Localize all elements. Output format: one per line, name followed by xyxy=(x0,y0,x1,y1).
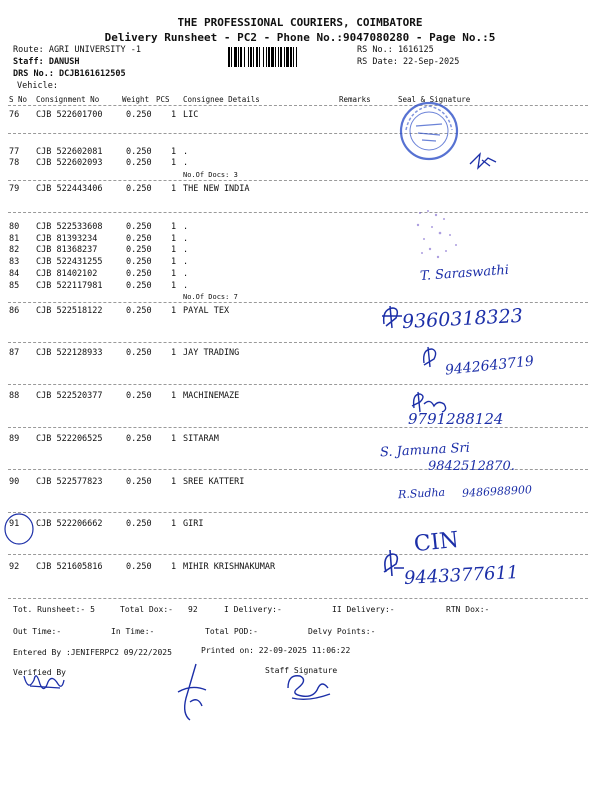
cell-consignee: . xyxy=(183,147,189,157)
cell-sno: 81 xyxy=(9,234,20,244)
total-dox-label: Total Dox:- xyxy=(120,605,173,614)
out-time: Out Time:- xyxy=(13,627,62,636)
cell-sno: 77 xyxy=(9,147,20,157)
first-delivery: I Delivery:- xyxy=(224,605,282,614)
cell-weight: 0.250 xyxy=(126,434,152,444)
row-separator xyxy=(8,180,588,181)
cell-consignment-no: CJB 522533608 xyxy=(36,222,103,232)
cell-consignment-no: CJB 522431255 xyxy=(36,257,103,267)
recipient-signature: S. Jamuna Sri xyxy=(379,440,471,461)
cell-sno: 80 xyxy=(9,222,20,232)
cell-weight: 0.250 xyxy=(126,234,152,244)
cell-pcs: 1 xyxy=(171,158,177,168)
staff-signature-label: Staff Signature xyxy=(265,666,338,675)
signature-mark xyxy=(176,662,210,724)
cell-consignee: . xyxy=(183,269,189,279)
cell-consignment-no: CJB 522206525 xyxy=(36,434,103,444)
cell-consignment-no: CJB 522577823 xyxy=(36,477,103,487)
return-dox: RTN Dox:- xyxy=(446,605,490,614)
header-rule xyxy=(8,105,588,106)
in-time: In Time:- xyxy=(111,627,155,636)
row-separator xyxy=(8,554,588,555)
cell-consignee: . xyxy=(183,222,189,232)
cell-weight: 0.250 xyxy=(126,222,152,232)
cell-weight: 0.250 xyxy=(126,519,152,529)
cell-weight: 0.250 xyxy=(126,184,152,194)
cell-sno: 78 xyxy=(9,158,20,168)
barcode-bar xyxy=(297,47,298,67)
cell-weight: 0.250 xyxy=(126,391,152,401)
cell-pcs: 1 xyxy=(171,348,177,358)
row-separator xyxy=(8,342,588,343)
cell-weight: 0.250 xyxy=(126,348,152,358)
cell-consignee: PAYAL TEX xyxy=(183,306,230,316)
staff-label: Staff: DANUSH xyxy=(13,57,80,67)
cell-consignee: . xyxy=(183,234,189,244)
recipient-phone: 9842512870. xyxy=(428,459,515,474)
company-round-stamp xyxy=(398,100,460,162)
cell-consignee: . xyxy=(183,281,189,291)
cell-weight: 0.250 xyxy=(126,110,152,120)
cell-consignee: GIRI xyxy=(183,519,204,529)
cell-pcs: 1 xyxy=(171,222,177,232)
cell-sno: 90 xyxy=(9,477,20,487)
cell-pcs: 1 xyxy=(171,434,177,444)
cell-consignee: LIC xyxy=(183,110,199,120)
signature-mark xyxy=(420,345,442,369)
cell-consignee: . xyxy=(183,257,189,267)
cell-sno: 91 xyxy=(9,519,20,529)
cell-consignment-no: CJB 522206662 xyxy=(36,519,103,529)
cell-pcs: 1 xyxy=(171,306,177,316)
cell-consignee: SITARAM xyxy=(183,434,219,444)
cell-pcs: 1 xyxy=(171,519,177,529)
cell-consignment-no: CJB 522602093 xyxy=(36,158,103,168)
cell-pcs: 1 xyxy=(171,257,177,267)
cell-weight: 0.250 xyxy=(126,147,152,157)
row-separator xyxy=(8,512,588,513)
row-separator xyxy=(8,384,588,385)
cell-weight: 0.250 xyxy=(126,281,152,291)
cell-sno: 82 xyxy=(9,245,20,255)
cell-pcs: 1 xyxy=(171,110,177,120)
cell-consignee: . xyxy=(183,158,189,168)
cell-pcs: 1 xyxy=(171,477,177,487)
cell-weight: 0.250 xyxy=(126,306,152,316)
cell-consignee: MACHINEMAZE xyxy=(183,391,240,401)
docs-count-note: No.Of Docs: 7 xyxy=(183,293,238,301)
cell-pcs: 1 xyxy=(171,281,177,291)
recipient-signature: R.Sudha xyxy=(397,485,446,502)
cell-pcs: 1 xyxy=(171,562,177,572)
staff-signature xyxy=(282,670,334,704)
cell-pcs: 1 xyxy=(171,184,177,194)
cell-consignment-no: CJB 522117981 xyxy=(36,281,103,291)
second-delivery: II Delivery:- xyxy=(332,605,395,614)
route-label: Route: AGRI UNIVERSITY -1 xyxy=(13,45,141,55)
faint-stamp-dots xyxy=(410,205,470,263)
total-dox-value: 92 xyxy=(188,605,198,614)
company-name: THE PROFESSIONAL COURIERS, COIMBATORE xyxy=(177,16,423,29)
cell-weight: 0.250 xyxy=(126,257,152,267)
cell-consignment-no: CJB 522518122 xyxy=(36,306,103,316)
rs-number: RS No.: 1616125 xyxy=(357,45,434,55)
row-91-circle-mark xyxy=(3,512,35,546)
row-separator xyxy=(8,133,588,134)
drs-number: DRS No.: DCJB161612505 xyxy=(13,69,126,79)
cell-pcs: 1 xyxy=(171,234,177,244)
cell-consignment-no: CJB 521605816 xyxy=(36,562,103,572)
verifier-signature xyxy=(20,666,66,698)
rs-date: RS Date: 22-Sep-2025 xyxy=(357,57,460,67)
cell-consignment-no: CJB 522128933 xyxy=(36,348,103,358)
recipient-signature: CIN xyxy=(412,527,460,558)
cell-weight: 0.250 xyxy=(126,269,152,279)
cell-sno: 76 xyxy=(9,110,20,120)
cell-consignee: SREE KATTERI xyxy=(183,477,245,487)
row-separator xyxy=(8,302,588,303)
row-separator xyxy=(8,598,588,599)
vehicle-label: Vehicle: xyxy=(17,81,58,91)
cell-consignment-no: CJB 522520377 xyxy=(36,391,103,401)
verified-by-label: Verified By xyxy=(13,668,66,677)
printed-on: Printed on: 22-09-2025 11:06:22 xyxy=(201,646,351,655)
cell-sno: 85 xyxy=(9,281,20,291)
cell-sno: 79 xyxy=(9,184,20,194)
col-seal-signature: Seal & Signature xyxy=(398,95,471,104)
signature-mark xyxy=(380,304,404,330)
cell-sno: 92 xyxy=(9,562,20,572)
cell-pcs: 1 xyxy=(171,391,177,401)
recipient-phone: 9486988900 xyxy=(461,483,533,500)
cell-pcs: 1 xyxy=(171,269,177,279)
total-runsheet: Tot. Runsheet:- 5 xyxy=(13,605,95,614)
cell-consignee: . xyxy=(183,245,189,255)
signature-mark xyxy=(468,150,498,172)
col-sno: S No xyxy=(9,95,28,104)
delivery-points: Delvy Points:- xyxy=(308,627,376,636)
col-pcs: PCS xyxy=(156,95,170,104)
recipient-phone: 9360318323 xyxy=(401,304,524,334)
cell-sno: 89 xyxy=(9,434,20,444)
cell-consignment-no: CJB 81368237 xyxy=(36,245,98,255)
total-pod: Total POD:- xyxy=(205,627,258,636)
signature-mark xyxy=(380,548,406,578)
cell-consignee: THE NEW INDIA xyxy=(183,184,250,194)
cell-consignee: JAY TRADING xyxy=(183,348,240,358)
docs-count-note: No.Of Docs: 3 xyxy=(183,171,238,179)
cell-consignment-no: CJB 81393234 xyxy=(36,234,98,244)
cell-weight: 0.250 xyxy=(126,562,152,572)
row-separator xyxy=(8,212,588,213)
cell-consignment-no: CJB 522443406 xyxy=(36,184,103,194)
col-weight: Weight xyxy=(122,95,150,104)
cell-sno: 86 xyxy=(9,306,20,316)
cell-sno: 83 xyxy=(9,257,20,267)
cell-consignment-no: CJB 81402102 xyxy=(36,269,98,279)
cell-pcs: 1 xyxy=(171,245,177,255)
entered-by: Entered By :JENIFERPC2 09/22/2025 xyxy=(13,648,172,657)
runsheet-title: Delivery Runsheet - PC2 - Phone No.:9047080280 - Page No.:5 xyxy=(104,31,496,44)
cell-sno: 87 xyxy=(9,348,20,358)
cell-sno: 88 xyxy=(9,391,20,401)
recipient-phone: 9443377611 xyxy=(403,562,520,589)
cell-pcs: 1 xyxy=(171,147,177,157)
cell-weight: 0.250 xyxy=(126,158,152,168)
col-remarks: Remarks xyxy=(339,95,371,104)
cell-weight: 0.250 xyxy=(126,477,152,487)
cell-weight: 0.250 xyxy=(126,245,152,255)
cell-consignment-no: CJB 522601700 xyxy=(36,110,103,120)
barcode xyxy=(228,47,352,67)
recipient-signature: T. Saraswathi xyxy=(419,262,510,285)
recipient-phone: 9791288124 xyxy=(408,410,504,428)
recipient-phone: 9442643719 xyxy=(444,353,535,379)
col-consignment: Consignment No xyxy=(36,95,100,104)
cell-consignment-no: CJB 522602081 xyxy=(36,147,103,157)
cell-sno: 84 xyxy=(9,269,20,279)
col-consignee: Consignee Details xyxy=(183,95,260,104)
cell-consignee: MIHIR KRISHNAKUMAR xyxy=(183,562,276,572)
